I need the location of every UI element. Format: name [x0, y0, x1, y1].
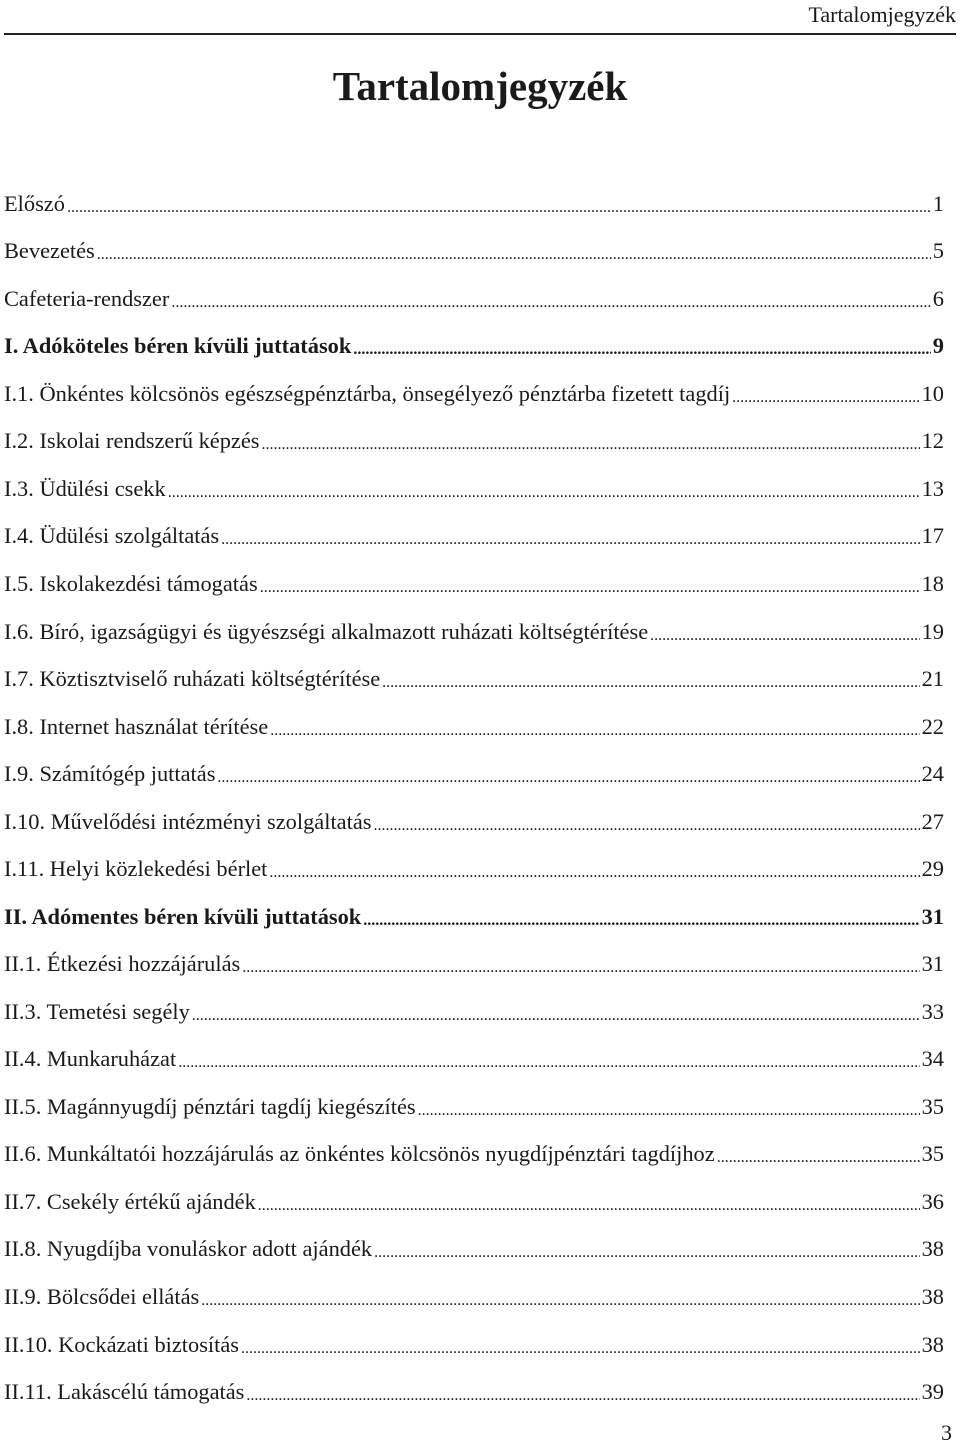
- toc-entry-page: 34: [921, 1046, 944, 1072]
- dot-leader: [221, 532, 919, 548]
- toc-entry-label: II.3. Temetési segély: [4, 998, 190, 1024]
- dot-leader: [192, 1008, 920, 1024]
- toc-entry-page: 9: [932, 333, 944, 359]
- toc-entry-label: I.2. Iskolai rendszerű képzés: [4, 428, 260, 454]
- toc-entry-page: 35: [921, 1141, 944, 1167]
- toc-entry-label: II.1. Étkezési hozzájárulás: [4, 951, 241, 977]
- dot-leader: [171, 295, 930, 311]
- toc-entry-label: II.9. Bölcsődei ellátás: [4, 1283, 200, 1309]
- toc-entry[interactable]: [4, 608, 944, 656]
- toc-entry-label: II.4. Munkaruházat: [4, 1046, 177, 1072]
- toc-section-entry[interactable]: [4, 893, 944, 941]
- toc-entry[interactable]: [4, 1368, 944, 1416]
- toc-entry-label: Előszó: [4, 190, 65, 216]
- toc-entry[interactable]: [4, 845, 944, 893]
- toc-entry-label: I.6. Bíró, igazságügyi és ügyészségi alkalmazott ruházati költségtérítése: [4, 618, 649, 644]
- dot-leader: [270, 723, 919, 739]
- dot-leader: [97, 247, 931, 263]
- toc-entry-label: I.8. Internet használat térítése: [4, 713, 269, 739]
- dot-leader: [353, 342, 930, 358]
- toc-entry-page: 33: [921, 998, 944, 1024]
- dot-leader: [363, 913, 919, 929]
- toc-entry-label: II.7. Csekély értékű ajándék: [4, 1188, 256, 1214]
- toc-entry-label: Cafeteria-rendszer: [4, 285, 170, 311]
- dot-leader: [650, 628, 919, 644]
- toc-entry-page: 39: [921, 1379, 944, 1405]
- toc-entry[interactable]: [4, 1131, 944, 1179]
- toc-entry-label: II.5. Magánnyugdíj pénztári tagdíj kiegészítés: [4, 1093, 416, 1119]
- toc-entry-page: 22: [921, 713, 944, 739]
- dot-leader: [717, 1150, 920, 1166]
- toc-entry-label: I.11. Helyi közlekedési bérlet: [4, 856, 268, 882]
- toc-entry-page: 36: [921, 1188, 944, 1214]
- toc-entry-page: 18: [921, 571, 944, 597]
- toc-entry[interactable]: [4, 228, 944, 276]
- toc-entry-page: 12: [921, 428, 944, 454]
- toc-entry-label: II.6. Munkáltatói hozzájárulás az önkéntes kölcsönös nyugdíjpénztári tagdíjhoz: [4, 1141, 715, 1167]
- dot-leader: [67, 200, 931, 216]
- toc-entry-label: I.1. Önkéntes kölcsönös egészségpénztárba, önsegélyező pénztárba fizetett tagdíj: [4, 380, 731, 406]
- toc-entry-page: 17: [921, 523, 944, 549]
- toc-entry-page: 10: [921, 380, 944, 406]
- toc-entry-page: 29: [921, 856, 944, 882]
- toc-entry-page: 38: [921, 1331, 944, 1357]
- dot-leader: [262, 437, 920, 453]
- page-title: Tartalomjegyzék: [332, 63, 628, 109]
- toc-entry[interactable]: [4, 703, 944, 751]
- dot-leader: [374, 818, 920, 834]
- table-of-contents: [4, 180, 944, 1416]
- dot-leader: [732, 390, 919, 406]
- toc-entry-page: 5: [932, 238, 944, 264]
- toc-entry-label: II. Adómentes béren kívüli juttatások: [4, 903, 362, 929]
- toc-entry-label: I.9. Számítógép juttatás: [4, 761, 216, 787]
- toc-entry-page: 1: [932, 190, 944, 216]
- toc-entry[interactable]: [4, 1178, 944, 1226]
- dot-leader: [178, 1055, 919, 1071]
- toc-entry[interactable]: [4, 560, 944, 608]
- dot-leader: [258, 1198, 920, 1214]
- dot-leader: [168, 485, 920, 501]
- toc-entry-page: 6: [932, 285, 944, 311]
- toc-entry[interactable]: [4, 180, 944, 228]
- toc-entry-page: 35: [921, 1093, 944, 1119]
- toc-entry-page: 19: [921, 618, 944, 644]
- running-header: Tartalomjegyzék: [808, 2, 956, 27]
- toc-entry-label: I.4. Üdülési szolgáltatás: [4, 523, 220, 549]
- toc-entry[interactable]: [4, 1036, 944, 1084]
- toc-entry-page: 21: [921, 666, 944, 692]
- toc-entry[interactable]: [4, 418, 944, 466]
- toc-entry-label: II.11. Lakáscélú támogatás: [4, 1379, 245, 1405]
- toc-entry[interactable]: [4, 750, 944, 798]
- toc-entry-label: I.5. Iskolakezdési támogatás: [4, 571, 258, 597]
- toc-entry[interactable]: [4, 941, 944, 989]
- dot-leader: [242, 960, 919, 976]
- toc-entry-page: 38: [921, 1283, 944, 1309]
- toc-entry[interactable]: [4, 655, 944, 703]
- toc-entry[interactable]: [4, 513, 944, 561]
- toc-entry-page: 24: [921, 761, 944, 787]
- toc-entry[interactable]: [4, 1273, 944, 1321]
- toc-entry[interactable]: [4, 465, 944, 513]
- dot-leader: [269, 865, 919, 881]
- toc-entry-label: II.8. Nyugdíjba vonuláskor adott ajándék: [4, 1236, 373, 1262]
- toc-section-entry[interactable]: [4, 323, 944, 371]
- toc-entry-label: I.3. Üdülési csekk: [4, 475, 166, 501]
- dot-leader: [382, 675, 919, 691]
- toc-entry-page: 31: [921, 903, 944, 929]
- toc-entry[interactable]: [4, 1321, 944, 1369]
- toc-entry-label: I.10. Művelődési intézményi szolgáltatás: [4, 808, 372, 834]
- toc-entry[interactable]: [4, 1226, 944, 1274]
- dot-leader: [418, 1103, 920, 1119]
- toc-entry-page: 38: [921, 1236, 944, 1262]
- dot-leader: [374, 1245, 919, 1261]
- toc-entry[interactable]: [4, 370, 944, 418]
- dot-leader: [201, 1293, 919, 1309]
- toc-entry-label: Bevezetés: [4, 238, 95, 264]
- dot-leader: [241, 1341, 920, 1357]
- dot-leader: [246, 1388, 919, 1404]
- dot-leader: [260, 580, 920, 596]
- toc-entry-label: I. Adóköteles béren kívüli juttatások: [4, 333, 352, 359]
- page-number: 3: [941, 1420, 952, 1445]
- toc-entry-label: II.10. Kockázati biztosítás: [4, 1331, 240, 1357]
- toc-entry-label: I.7. Köztisztviselő ruházati költségtérítése: [4, 666, 381, 692]
- dot-leader: [217, 770, 919, 786]
- header-divider: [4, 33, 956, 35]
- toc-entry[interactable]: [4, 988, 944, 1036]
- toc-entry[interactable]: [4, 798, 944, 846]
- toc-entry-page: 31: [921, 951, 944, 977]
- toc-entry-page: 27: [921, 808, 944, 834]
- toc-entry[interactable]: [4, 275, 944, 323]
- toc-entry-page: 13: [921, 475, 944, 501]
- toc-entry[interactable]: [4, 1083, 944, 1131]
